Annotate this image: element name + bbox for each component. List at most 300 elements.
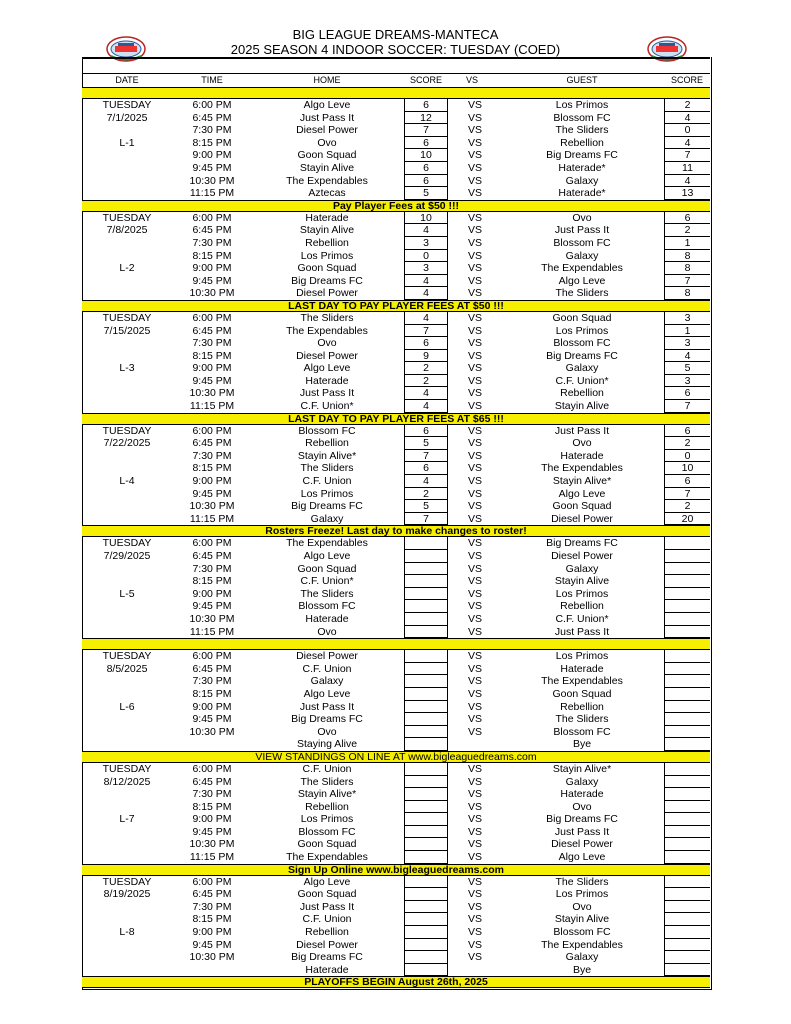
game-row (82, 701, 710, 714)
guest-score (664, 788, 710, 801)
game-time: 9:00 PM (192, 587, 232, 600)
vs-label: VS (468, 287, 483, 300)
vs-label: VS (468, 587, 483, 600)
week-label (82, 450, 172, 463)
home-score (404, 801, 448, 814)
game-time: 11:15 PM (189, 851, 235, 864)
game-row (82, 124, 710, 137)
week-date: 8/19/2025 (103, 888, 151, 901)
vs-label: VS (468, 449, 483, 462)
guest-score (664, 801, 710, 814)
page-subtitle: 2025 SEASON 4 INDOOR SOCCER: TUESDAY (COED) (230, 42, 561, 57)
guest-team: Just Pass It (554, 424, 610, 437)
home-team: Rebellion (305, 236, 349, 249)
vs-label: VS (468, 374, 483, 387)
vs-label: VS (468, 913, 483, 926)
home-score: 4 (404, 287, 448, 300)
guest-score (664, 701, 710, 714)
guest-score (664, 876, 710, 889)
home-score: 2 (404, 375, 448, 388)
guest-score: 13 (664, 187, 710, 200)
vs-label: VS (468, 187, 483, 200)
vs-label: VS (468, 938, 483, 951)
game-time: 9:00 PM (192, 926, 232, 939)
home-score (404, 964, 448, 977)
home-team: Galaxy (310, 512, 344, 525)
guest-score: 7 (664, 275, 710, 288)
game-time: 7:30 PM (192, 124, 232, 137)
band-empty (82, 87, 710, 99)
home-score: 4 (404, 275, 448, 288)
vs-label: VS (468, 161, 483, 174)
game-time: 10:30 PM (189, 612, 235, 625)
home-team: C.F. Union* (300, 575, 354, 588)
week-label (82, 250, 172, 263)
game-time: 11:15 PM (189, 625, 235, 638)
vs-label: VS (468, 713, 483, 726)
home-score: 6 (404, 99, 448, 112)
guest-team: Los Primos (555, 324, 609, 337)
game-row (82, 926, 710, 939)
home-team: Haterade (305, 374, 349, 387)
guest-score: 5 (664, 362, 710, 375)
home-score: 4 (404, 312, 448, 325)
week-label (82, 337, 172, 350)
home-team: Haterade (305, 211, 349, 224)
home-team: Goon Squad (297, 149, 357, 162)
guest-score (664, 663, 710, 676)
game-row (82, 400, 710, 413)
game-row (82, 688, 710, 701)
game-time: 9:00 PM (192, 262, 232, 275)
home-team: Los Primos (300, 249, 354, 262)
week-label (82, 951, 172, 964)
announcement-band: Rosters Freeze! Last day to make changes to roster! (82, 525, 710, 537)
home-score: 6 (404, 137, 448, 150)
game-time: 9:00 PM (192, 700, 232, 713)
vs-label: VS (468, 675, 483, 688)
vs-label: VS (468, 800, 483, 813)
game-time: 10:30 PM (189, 174, 235, 187)
guest-score (664, 726, 710, 739)
game-time: 10:30 PM (189, 838, 235, 851)
guest-team: Rebellion (560, 136, 604, 149)
home-team: Just Pass It (299, 700, 355, 713)
announcement-band: Sign Up Online www.bigleaguedreams.com (82, 864, 710, 876)
week-label (82, 826, 172, 839)
home-score (404, 650, 448, 663)
col-score-home: SCORE (409, 75, 442, 85)
week-label (82, 939, 172, 952)
week-date: 7/29/2025 (103, 550, 151, 562)
home-score: 6 (404, 462, 448, 475)
week-day: TUESDAY (102, 650, 152, 663)
game-time: 10:30 PM (189, 287, 235, 300)
week-day: TUESDAY (102, 99, 152, 111)
home-team: Haterade (305, 963, 349, 976)
vs-label: VS (468, 262, 483, 275)
guest-team: Algo Leve (558, 487, 606, 500)
home-team: Algo Leve (303, 687, 351, 700)
game-row (82, 350, 710, 363)
home-team: Ovo (317, 725, 337, 738)
guest-score: 4 (664, 350, 710, 363)
week-label (82, 838, 172, 851)
guest-score: 6 (664, 212, 710, 225)
home-score: 4 (404, 475, 448, 488)
game-time: 8:15 PM (192, 462, 232, 475)
home-team: Diesel Power (296, 349, 358, 362)
home-team: The Sliders (300, 311, 354, 324)
home-team: Stayin Alive (299, 161, 355, 174)
guest-score: 2 (664, 224, 710, 237)
guest-team: The Expendables (541, 462, 623, 475)
vs-label: VS (468, 136, 483, 149)
game-row (82, 876, 710, 889)
home-team: Aztecas (308, 187, 346, 200)
vs-label: VS (468, 211, 483, 224)
home-score (404, 688, 448, 701)
home-team: Stayin Alive* (297, 449, 357, 462)
home-score: 4 (404, 400, 448, 413)
guest-team: Big Dreams FC (546, 537, 618, 550)
home-score (404, 851, 448, 864)
col-guest: GUEST (566, 75, 598, 85)
guest-team: Blossom FC (553, 926, 611, 939)
home-team: C.F. Union (302, 662, 352, 675)
game-row (82, 838, 710, 851)
home-score (404, 776, 448, 789)
game-time: 6:00 PM (192, 875, 232, 888)
game-time: 6:45 PM (192, 437, 232, 450)
game-time: 6:45 PM (192, 662, 232, 675)
guest-team: The Expendables (541, 938, 623, 951)
home-score (404, 813, 448, 826)
home-team: Rebellion (305, 800, 349, 813)
home-score (404, 926, 448, 939)
week-day: TUESDAY (102, 211, 152, 224)
game-row (82, 262, 710, 275)
game-row (82, 237, 710, 250)
week-label (82, 500, 172, 513)
home-team: Goon Squad (297, 838, 357, 851)
game-time: 8:15 PM (192, 687, 232, 700)
home-score: 3 (404, 262, 448, 275)
guest-team: Galaxy (565, 249, 599, 262)
vs-label: VS (468, 324, 483, 337)
game-time: 6:45 PM (192, 550, 232, 562)
home-team: Ovo (317, 337, 337, 350)
page-title: BIG LEAGUE DREAMS-MANTECA (292, 27, 499, 42)
vs-label: VS (468, 362, 483, 375)
guest-team: Stayin Alive* (552, 762, 612, 775)
guest-team: Rebellion (560, 387, 604, 400)
home-team: Algo Leve (303, 99, 351, 111)
game-time: 9:45 PM (192, 600, 232, 613)
guest-team: Rebellion (560, 700, 604, 713)
guest-score (664, 926, 710, 939)
guest-score (664, 675, 710, 688)
game-row (82, 801, 710, 814)
game-row (82, 588, 710, 601)
week-label: L-3 (119, 362, 135, 375)
guest-score (664, 588, 710, 601)
home-team: The Expendables (286, 537, 368, 550)
guest-team: C.F. Union* (555, 612, 609, 625)
vs-label: VS (468, 400, 483, 413)
home-team: Los Primos (300, 813, 354, 826)
home-team: Diesel Power (296, 650, 358, 663)
guest-team: Blossom FC (553, 111, 611, 124)
home-score (404, 888, 448, 901)
week-date: 7/8/2025 (106, 224, 148, 237)
home-score: 6 (404, 425, 448, 438)
vs-label: VS (468, 813, 483, 826)
guest-team: Galaxy (565, 362, 599, 375)
guest-team: Galaxy (565, 775, 599, 788)
week-label: L-5 (119, 587, 135, 600)
week-label (82, 488, 172, 501)
guest-team: Big Dreams FC (546, 813, 618, 826)
guest-score: 3 (664, 312, 710, 325)
home-score: 6 (404, 337, 448, 350)
week-label (82, 350, 172, 363)
week-label: L-8 (119, 926, 135, 939)
home-score (404, 575, 448, 588)
game-row (82, 175, 710, 188)
guest-score: 0 (664, 124, 710, 137)
home-team: Diesel Power (296, 938, 358, 951)
game-row (82, 187, 710, 200)
home-team: Big Dreams FC (291, 951, 363, 964)
week-date: 7/15/2025 (103, 324, 151, 337)
home-team: Blossom FC (298, 600, 356, 613)
week-label (82, 237, 172, 250)
game-time: 9:45 PM (192, 713, 232, 726)
home-team: The Expendables (286, 324, 368, 337)
home-team: Stayin Alive* (297, 788, 357, 801)
vs-label: VS (468, 875, 483, 888)
guest-team: Haterade* (558, 187, 606, 200)
home-score (404, 913, 448, 926)
week-label: L-2 (119, 262, 135, 275)
game-row (82, 575, 710, 588)
guest-team: The Sliders (555, 713, 609, 726)
home-score (404, 939, 448, 952)
home-score (404, 838, 448, 851)
game-row (82, 851, 710, 864)
game-time: 6:45 PM (192, 224, 232, 237)
guest-score: 2 (664, 437, 710, 450)
home-score: 6 (404, 162, 448, 175)
game-time: 6:00 PM (192, 211, 232, 224)
week-label (82, 462, 172, 475)
guest-team: Goon Squad (552, 687, 612, 700)
game-row (82, 425, 710, 438)
game-row (82, 162, 710, 175)
guest-score: 8 (664, 250, 710, 263)
vs-label: VS (468, 788, 483, 801)
schedule-table (82, 87, 710, 988)
guest-score: 2 (664, 500, 710, 513)
week-label (82, 387, 172, 400)
home-score (404, 901, 448, 914)
col-time: TIME (201, 75, 223, 85)
home-team: The Expendables (286, 851, 368, 864)
vs-label: VS (468, 337, 483, 350)
home-score (404, 726, 448, 739)
guest-score (664, 838, 710, 851)
vs-label: VS (468, 762, 483, 775)
game-row (82, 813, 710, 826)
home-score: 7 (404, 450, 448, 463)
vs-label: VS (468, 888, 483, 901)
week-date: 8/5/2025 (106, 662, 148, 675)
game-row (82, 713, 710, 726)
game-row (82, 137, 710, 150)
guest-team: The Expendables (541, 262, 623, 275)
game-row (82, 513, 710, 526)
guest-score (664, 738, 710, 751)
vs-label: VS (468, 550, 483, 562)
guest-score: 4 (664, 112, 710, 125)
week-label (82, 287, 172, 300)
game-row (82, 964, 710, 977)
home-score: 3 (404, 237, 448, 250)
guest-score: 3 (664, 337, 710, 350)
vs-label: VS (468, 600, 483, 613)
game-row (82, 337, 710, 350)
home-team: Algo Leve (303, 550, 351, 562)
game-row (82, 726, 710, 739)
vs-label: VS (468, 838, 483, 851)
week-date: 7/1/2025 (106, 111, 148, 124)
guest-team: Galaxy (565, 174, 599, 187)
guest-team: Stayin Alive (554, 400, 610, 413)
home-score: 9 (404, 350, 448, 363)
game-row (82, 462, 710, 475)
home-score: 12 (404, 112, 448, 125)
guest-team: Los Primos (555, 888, 609, 901)
col-score-guest: SCORE (670, 75, 703, 85)
week-label (82, 187, 172, 200)
game-row (82, 500, 710, 513)
guest-score (664, 813, 710, 826)
home-team: Just Pass It (299, 111, 355, 124)
guest-score: 0 (664, 450, 710, 463)
home-team: Just Pass It (299, 387, 355, 400)
vs-label: VS (468, 462, 483, 475)
home-team: Stayin Alive (299, 224, 355, 237)
game-row (82, 387, 710, 400)
home-score (404, 738, 448, 751)
guest-score: 6 (664, 387, 710, 400)
week-label (82, 149, 172, 162)
vs-label: VS (468, 575, 483, 588)
guest-score: 8 (664, 262, 710, 275)
week-label (82, 162, 172, 175)
vs-label: VS (468, 424, 483, 437)
guest-score (664, 888, 710, 901)
guest-team: Goon Squad (552, 311, 612, 324)
home-score (404, 663, 448, 676)
guest-team: Galaxy (565, 951, 599, 964)
guest-score (664, 600, 710, 613)
vs-label: VS (468, 650, 483, 663)
guest-score: 10 (664, 462, 710, 475)
game-row (82, 550, 710, 563)
game-row (82, 99, 710, 112)
week-label (82, 124, 172, 137)
guest-team: Ovo (572, 800, 592, 813)
home-score: 7 (404, 124, 448, 137)
game-time: 6:45 PM (192, 324, 232, 337)
guest-team: Bye (572, 738, 592, 751)
vs-label: VS (468, 311, 483, 324)
game-time: 7:30 PM (192, 562, 232, 575)
guest-score: 11 (664, 162, 710, 175)
guest-team: Haterade (560, 788, 604, 801)
game-row (82, 650, 710, 663)
guest-team: Just Pass It (554, 224, 610, 237)
game-time: 9:00 PM (192, 813, 232, 826)
week-label (82, 513, 172, 526)
week-label (82, 400, 172, 413)
game-row (82, 537, 710, 550)
home-score: 7 (404, 325, 448, 338)
guest-team: Haterade* (558, 161, 606, 174)
game-row (82, 212, 710, 225)
guest-score (664, 550, 710, 563)
guest-score (664, 964, 710, 977)
vs-label: VS (468, 487, 483, 500)
guest-score (664, 688, 710, 701)
game-time: 6:00 PM (192, 762, 232, 775)
game-row (82, 663, 710, 676)
game-time: 7:30 PM (192, 236, 232, 249)
week-label (82, 613, 172, 626)
guest-team: Just Pass It (554, 825, 610, 838)
game-time: 8:15 PM (192, 800, 232, 813)
vs-label: VS (468, 111, 483, 124)
home-score: 4 (404, 387, 448, 400)
home-team: Staying Alive (296, 738, 358, 751)
guest-score: 1 (664, 237, 710, 250)
home-score (404, 675, 448, 688)
guest-score: 4 (664, 137, 710, 150)
guest-score (664, 575, 710, 588)
guest-team: Bye (572, 963, 592, 976)
guest-team: Diesel Power (551, 512, 613, 525)
guest-score: 7 (664, 488, 710, 501)
home-score: 4 (404, 224, 448, 237)
home-team: Diesel Power (296, 124, 358, 137)
week-label: L-6 (119, 700, 135, 713)
guest-score (664, 537, 710, 550)
guest-team: Ovo (572, 437, 592, 450)
guest-score (664, 563, 710, 576)
game-time: 8:15 PM (192, 913, 232, 926)
guest-team: C.F. Union* (555, 374, 609, 387)
game-time: 7:30 PM (192, 900, 232, 913)
game-time: 7:30 PM (192, 675, 232, 688)
game-row (82, 913, 710, 926)
game-time: 8:15 PM (192, 136, 232, 149)
game-row (82, 450, 710, 463)
game-time: 9:00 PM (192, 362, 232, 375)
guest-score: 2 (664, 99, 710, 112)
home-score (404, 951, 448, 964)
